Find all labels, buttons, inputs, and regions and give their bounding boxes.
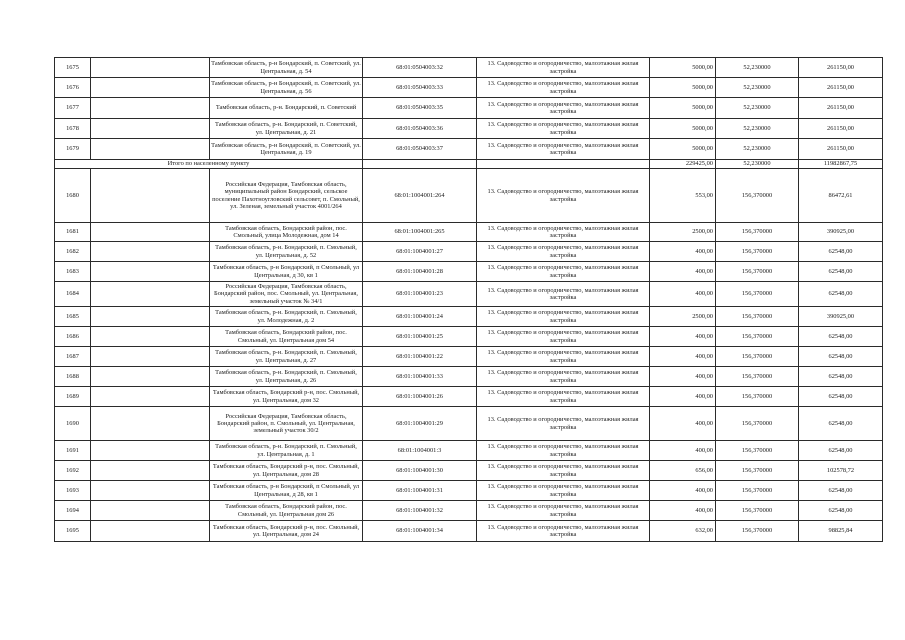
row-blank-cell: [91, 387, 210, 407]
row-land-use: 13. Садоводство и огородничество, малоэтажная жилая застройка: [477, 407, 650, 441]
row-cadastral-value: 62548,00: [799, 242, 883, 262]
row-cadastral-value: 390925,00: [799, 307, 883, 327]
row-blank-cell: [91, 347, 210, 367]
table-row: [55, 169, 883, 223]
rows-section-a: [55, 58, 883, 160]
row-address: Тамбовская область, р-н. Бондарский, п. Смольный, ул. Молодежная, д. 2: [210, 307, 363, 327]
row-blank-cell: [91, 327, 210, 347]
table-row: [55, 78, 883, 98]
row-specific-value: 156,370000: [716, 282, 799, 307]
row-address: Тамбовская область, р-н. Бондарский, п. Смольный, ул. Центральная, д. 27: [210, 347, 363, 367]
rows-section-b: [55, 169, 883, 542]
row-land-use: 13. Садоводство и огородничество, малоэтажная жилая застройка: [477, 98, 650, 119]
table-row: [55, 501, 883, 521]
table-row: [55, 282, 883, 307]
row-cadastral-number: 68:01:1004001:33: [363, 367, 477, 387]
row-number: 1675: [55, 58, 91, 78]
row-cadastral-value: 62548,00: [799, 262, 883, 282]
row-specific-value: 156,370000: [716, 327, 799, 347]
row-address: Тамбовская область, Бондарский район, пос. Смольный, улица Молодежная, дом 14: [210, 223, 363, 242]
row-area: 5000,00: [650, 98, 716, 119]
row-cadastral-number: 68:01:1004001:22: [363, 347, 477, 367]
row-cadastral-number: 68:01:0504003:33: [363, 78, 477, 98]
row-specific-value: 52,230000: [716, 119, 799, 139]
row-cadastral-value: 390925,00: [799, 223, 883, 242]
total-label: Итого по населенному пункту: [55, 160, 363, 169]
table-row: [55, 98, 883, 119]
table-row: [55, 347, 883, 367]
row-number: 1685: [55, 307, 91, 327]
row-land-use: 13. Садоводство и огородничество, малоэтажная жилая застройка: [477, 327, 650, 347]
row-number: 1683: [55, 262, 91, 282]
table-row: [55, 481, 883, 501]
row-number: 1689: [55, 387, 91, 407]
row-address: Тамбовская область, р-н Бондарский, п. Советский, ул. Центральная, д. 56: [210, 78, 363, 98]
row-specific-value: 156,370000: [716, 461, 799, 481]
row-number: 1690: [55, 407, 91, 441]
row-cadastral-value: 62548,00: [799, 441, 883, 461]
row-cadastral-number: 68:01:1004001:28: [363, 262, 477, 282]
row-address: Тамбовская область, Бондарский р-н, пос. Смольный, ул. Центральная, дом 32: [210, 387, 363, 407]
row-blank-cell: [91, 521, 210, 542]
row-blank-cell: [91, 262, 210, 282]
row-cadastral-number: 68:01:1004001:24: [363, 307, 477, 327]
row-specific-value: 156,370000: [716, 387, 799, 407]
table-row: [55, 327, 883, 347]
total-empty-use: [477, 160, 650, 169]
row-cadastral-value: 62548,00: [799, 327, 883, 347]
row-blank-cell: [91, 119, 210, 139]
row-area: 400,00: [650, 282, 716, 307]
row-land-use: 13. Садоводство и огородничество, малоэтажная жилая застройка: [477, 521, 650, 542]
row-land-use: 13. Садоводство и огородничество, малоэтажная жилая застройка: [477, 78, 650, 98]
row-cadastral-number: 68:01:1004001:34: [363, 521, 477, 542]
table-row: [55, 58, 883, 78]
row-land-use: 13. Садоводство и огородничество, малоэтажная жилая застройка: [477, 387, 650, 407]
row-area: 2500,00: [650, 307, 716, 327]
total-section: [55, 160, 883, 169]
row-blank-cell: [91, 441, 210, 461]
row-cadastral-value: 102578,72: [799, 461, 883, 481]
row-cadastral-number: 68:01:0504003:37: [363, 139, 477, 160]
row-specific-value: 156,370000: [716, 521, 799, 542]
row-address: Тамбовская область, р-н. Бондарский, п. Смольный, ул. Центральная, д. 52: [210, 242, 363, 262]
row-cadastral-number: 68:01:0504003:35: [363, 98, 477, 119]
row-address: Тамбовская область, р-н. Бондарский, п. Советский, ул. Центральная, д. 21: [210, 119, 363, 139]
row-number: 1678: [55, 119, 91, 139]
row-area: 5000,00: [650, 139, 716, 160]
row-land-use: 13. Садоводство и огородничество, малоэтажная жилая застройка: [477, 139, 650, 160]
row-cadastral-value: 62548,00: [799, 367, 883, 387]
row-number: 1684: [55, 282, 91, 307]
row-address: Российская Федерация, Тамбовская область, муниципальный район Бондарский, сельское поселение Пахотноугловский сельсовет, п. Смольный, ул. Зеленая, земельный участок 4001/264: [210, 169, 363, 223]
row-number: 1679: [55, 139, 91, 160]
row-cadastral-number: 68:01:1004001:31: [363, 481, 477, 501]
row-address: Тамбовская область, Бондарский район, пос. Смольный, ул. Центральная дом 54: [210, 327, 363, 347]
row-specific-value: 52,230000: [716, 78, 799, 98]
table-row: [55, 521, 883, 542]
row-number: 1682: [55, 242, 91, 262]
total-value: 11982867,75: [799, 160, 883, 169]
row-area: 400,00: [650, 327, 716, 347]
row-specific-value: 156,370000: [716, 242, 799, 262]
row-cadastral-number: 68:01:1004001:27: [363, 242, 477, 262]
row-cadastral-number: 68:01:1004001:3: [363, 441, 477, 461]
row-land-use: 13. Садоводство и огородничество, малоэтажная жилая застройка: [477, 501, 650, 521]
row-cadastral-value: 62548,00: [799, 282, 883, 307]
row-blank-cell: [91, 169, 210, 223]
row-specific-value: 156,370000: [716, 262, 799, 282]
row-land-use: 13. Садоводство и огородничество, малоэтажная жилая застройка: [477, 58, 650, 78]
row-specific-value: 52,230000: [716, 58, 799, 78]
table-row: [55, 119, 883, 139]
row-address: Тамбовская область, р-н. Бондарский, п. Смольный, ул. Центральная, д. 26: [210, 367, 363, 387]
row-number: 1681: [55, 223, 91, 242]
total-empty-cadastral: [363, 160, 477, 169]
row-area: 400,00: [650, 501, 716, 521]
row-blank-cell: [91, 242, 210, 262]
row-number: 1692: [55, 461, 91, 481]
total-rate: 52,230000: [716, 160, 799, 169]
row-cadastral-number: 68:01:1004001:25: [363, 327, 477, 347]
row-number: 1687: [55, 347, 91, 367]
row-cadastral-number: 68:01:0504003:32: [363, 58, 477, 78]
row-specific-value: 52,230000: [716, 98, 799, 119]
row-cadastral-number: 68:01:1004001:265: [363, 223, 477, 242]
row-area: 5000,00: [650, 119, 716, 139]
row-area: 5000,00: [650, 78, 716, 98]
table-row: [55, 223, 883, 242]
row-specific-value: 156,370000: [716, 501, 799, 521]
total-row: [55, 160, 883, 169]
row-land-use: 13. Садоводство и огородничество, малоэтажная жилая застройка: [477, 262, 650, 282]
row-blank-cell: [91, 58, 210, 78]
row-area: 656,00: [650, 461, 716, 481]
row-area: 400,00: [650, 387, 716, 407]
row-cadastral-value: 261150,00: [799, 139, 883, 160]
row-address: Тамбовская область, Бондарский р-н, пос. Смольный, ул. Центральная, дом 28: [210, 461, 363, 481]
row-cadastral-value: 98825,84: [799, 521, 883, 542]
row-land-use: 13. Садоводство и огородничество, малоэтажная жилая застройка: [477, 441, 650, 461]
row-area: 2500,00: [650, 223, 716, 242]
row-address: Тамбовская область, р-н. Бондарский, п. Смольный, ул. Центральная, д. 1: [210, 441, 363, 461]
row-cadastral-value: 62548,00: [799, 481, 883, 501]
row-number: 1695: [55, 521, 91, 542]
row-area: 400,00: [650, 441, 716, 461]
row-area: 400,00: [650, 262, 716, 282]
row-cadastral-number: 68:01:1004001:32: [363, 501, 477, 521]
row-land-use: 13. Садоводство и огородничество, малоэтажная жилая застройка: [477, 119, 650, 139]
row-specific-value: 156,370000: [716, 441, 799, 461]
row-blank-cell: [91, 501, 210, 521]
row-land-use: 13. Садоводство и огородничество, малоэтажная жилая застройка: [477, 481, 650, 501]
row-blank-cell: [91, 481, 210, 501]
row-cadastral-value: 261150,00: [799, 98, 883, 119]
row-area: 400,00: [650, 481, 716, 501]
row-cadastral-number: 68:01:1004001:30: [363, 461, 477, 481]
row-address: Тамбовская область, р-н Бондарский, п Смольный, ул Центральная, д 30, кв 1: [210, 262, 363, 282]
table-row: [55, 242, 883, 262]
row-area: 400,00: [650, 407, 716, 441]
table-row: [55, 139, 883, 160]
row-address: Тамбовская область, р-н. Бондарский, п. Советский: [210, 98, 363, 119]
row-blank-cell: [91, 98, 210, 119]
row-cadastral-number: 68:01:1004001:23: [363, 282, 477, 307]
row-address: Тамбовская область, Бондарский р-н, пос. Смольный, ул. Центральная, дом 24: [210, 521, 363, 542]
row-number: 1694: [55, 501, 91, 521]
row-cadastral-number: 68:01:1004001:264: [363, 169, 477, 223]
row-number: 1676: [55, 78, 91, 98]
row-number: 1680: [55, 169, 91, 223]
row-area: 553,00: [650, 169, 716, 223]
cadastral-value-table: [54, 57, 883, 542]
row-land-use: 13. Садоводство и огородничество, малоэтажная жилая застройка: [477, 367, 650, 387]
table-row: [55, 407, 883, 441]
row-land-use: 13. Садоводство и огородничество, малоэтажная жилая застройка: [477, 307, 650, 327]
row-blank-cell: [91, 139, 210, 160]
row-blank-cell: [91, 78, 210, 98]
row-cadastral-number: 68:01:1004001:26: [363, 387, 477, 407]
row-blank-cell: [91, 223, 210, 242]
row-land-use: 13. Садоводство и огородничество, малоэтажная жилая застройка: [477, 242, 650, 262]
row-number: 1677: [55, 98, 91, 119]
table-row: [55, 262, 883, 282]
row-specific-value: 156,370000: [716, 407, 799, 441]
row-number: 1686: [55, 327, 91, 347]
table-row: [55, 387, 883, 407]
row-blank-cell: [91, 282, 210, 307]
row-address: Российская Федерация, Тамбовская область, Бондарский район, пос. Смольный, ул. Центральная, земельный участок № 34/1: [210, 282, 363, 307]
row-cadastral-value: 62548,00: [799, 501, 883, 521]
row-specific-value: 52,230000: [716, 139, 799, 160]
row-land-use: 13. Садоводство и огородничество, малоэтажная жилая застройка: [477, 282, 650, 307]
row-cadastral-value: 261150,00: [799, 78, 883, 98]
row-specific-value: 156,370000: [716, 169, 799, 223]
total-area: 229425,00: [650, 160, 716, 169]
row-blank-cell: [91, 407, 210, 441]
row-address: Тамбовская область, р-н Бондарский, п. Советский, ул. Центральная, д. 19: [210, 139, 363, 160]
row-area: 632,00: [650, 521, 716, 542]
row-blank-cell: [91, 461, 210, 481]
row-land-use: 13. Садоводство и огородничество, малоэтажная жилая застройка: [477, 223, 650, 242]
row-specific-value: 156,370000: [716, 223, 799, 242]
row-number: 1691: [55, 441, 91, 461]
row-land-use: 13. Садоводство и огородничество, малоэтажная жилая застройка: [477, 461, 650, 481]
table-row: [55, 307, 883, 327]
row-cadastral-value: 62548,00: [799, 347, 883, 367]
row-cadastral-number: 68:01:0504003:36: [363, 119, 477, 139]
row-number: 1693: [55, 481, 91, 501]
row-specific-value: 156,370000: [716, 481, 799, 501]
row-cadastral-value: 86472,61: [799, 169, 883, 223]
row-specific-value: 156,370000: [716, 347, 799, 367]
row-address: Тамбовская область, Бондарский район, пос. Смольный, ул. Центральная дом 26: [210, 501, 363, 521]
row-land-use: 13. Садоводство и огородничество, малоэтажная жилая застройка: [477, 169, 650, 223]
row-area: 400,00: [650, 367, 716, 387]
row-blank-cell: [91, 367, 210, 387]
row-cadastral-value: 62548,00: [799, 407, 883, 441]
row-number: 1688: [55, 367, 91, 387]
table-row: [55, 461, 883, 481]
row-cadastral-number: 68:01:1004001:29: [363, 407, 477, 441]
row-blank-cell: [91, 307, 210, 327]
row-cadastral-value: 261150,00: [799, 58, 883, 78]
table-row: [55, 367, 883, 387]
row-specific-value: 156,370000: [716, 367, 799, 387]
row-address: Российская Федерация, Тамбовская область, Бондарский район, п. Смольный, ул. Центральная, земельный участок 30/2: [210, 407, 363, 441]
row-area: 400,00: [650, 347, 716, 367]
row-land-use: 13. Садоводство и огородничество, малоэтажная жилая застройка: [477, 347, 650, 367]
table-row: [55, 441, 883, 461]
row-cadastral-value: 261150,00: [799, 119, 883, 139]
row-address: Тамбовская область, р-н Бондарский, п. Советский, ул. Центральная, д. 54: [210, 58, 363, 78]
row-area: 400,00: [650, 242, 716, 262]
row-address: Тамбовская область, р-н Бондарский, п Смольный, ул Центральная, д 28, кв 1: [210, 481, 363, 501]
row-specific-value: 156,370000: [716, 307, 799, 327]
row-area: 5000,00: [650, 58, 716, 78]
row-cadastral-value: 62548,00: [799, 387, 883, 407]
